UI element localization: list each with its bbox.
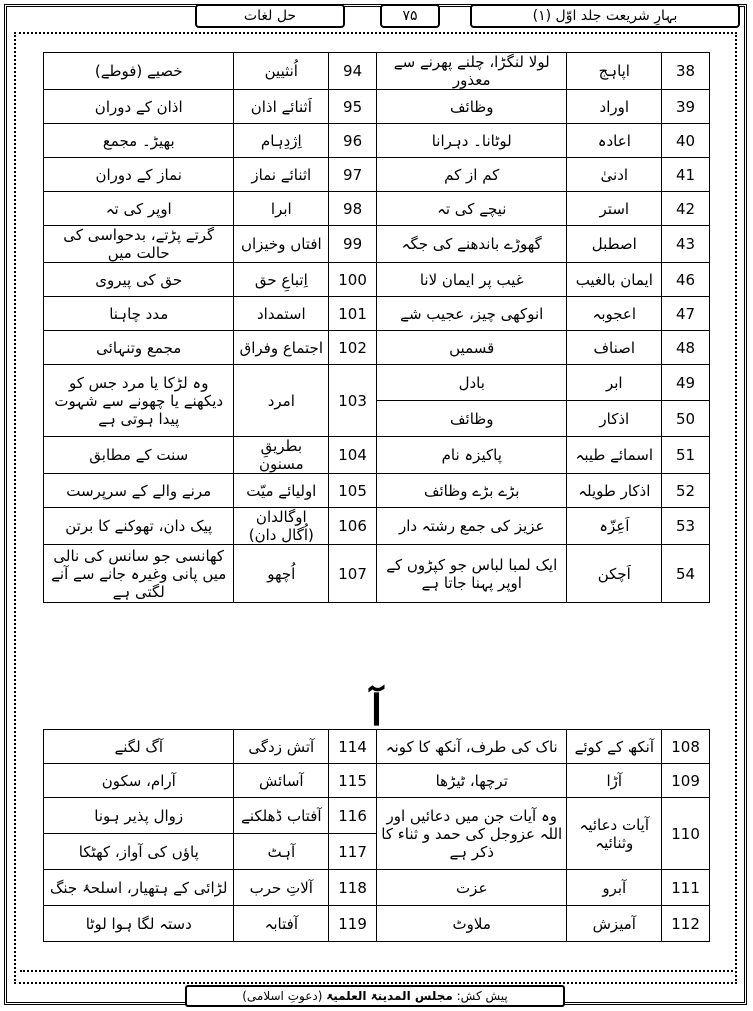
entry-number: 118 bbox=[329, 870, 377, 906]
page-number: ۷۵ bbox=[380, 4, 440, 28]
entry-word: ادنیٰ bbox=[567, 158, 662, 192]
entry-number: 38 bbox=[662, 53, 710, 90]
table-row bbox=[44, 263, 710, 297]
entry-meaning: پاؤں کی آواز، کھٹکا bbox=[44, 834, 234, 870]
entry-word: اثنائے نماز bbox=[234, 158, 329, 192]
table-row bbox=[44, 437, 710, 474]
entry-meaning: دستہ لگا ہوا لوٹا bbox=[44, 906, 234, 942]
entry-meaning: بھیڑ۔ مجمع bbox=[44, 124, 234, 158]
entry-meaning: ملاوٹ bbox=[377, 906, 567, 942]
table-row bbox=[44, 158, 710, 192]
entry-number: 40 bbox=[662, 124, 710, 158]
entry-word: اَثنائے اذان bbox=[234, 90, 329, 124]
entry-number: 39 bbox=[662, 90, 710, 124]
table-row bbox=[44, 730, 710, 764]
entry-meaning: گرتے پڑتے، بدحواسی کی حالت میں bbox=[44, 226, 234, 263]
entry-number: 46 bbox=[662, 263, 710, 297]
table-row bbox=[44, 124, 710, 158]
table-row bbox=[44, 798, 710, 834]
entry-word: ابر bbox=[567, 365, 662, 401]
entry-meaning: آرام، سکون bbox=[44, 764, 234, 798]
entry-meaning: سنت کے مطابق bbox=[44, 437, 234, 474]
entry-word: استمداد bbox=[234, 297, 329, 331]
entry-number: 99 bbox=[329, 226, 377, 263]
entry-word: استر bbox=[567, 192, 662, 226]
entry-word: اسمائے طیبہ bbox=[567, 437, 662, 474]
publisher-footer bbox=[185, 985, 565, 1007]
entry-word: اَچکن bbox=[567, 545, 662, 603]
entry-meaning: قسمیں bbox=[377, 331, 567, 365]
entry-word: آڑا bbox=[567, 764, 662, 798]
entry-meaning: مرنے والے کے سرپرست bbox=[44, 474, 234, 508]
entry-word: آہٹ bbox=[234, 834, 329, 870]
entry-word: اوگالدان (اُگال دان) bbox=[234, 508, 329, 545]
entry-number: 104 bbox=[329, 437, 377, 474]
entry-meaning: ترچھا، ٹیڑھا bbox=[377, 764, 567, 798]
table-row bbox=[44, 53, 710, 90]
entry-meaning: اذان کے دوران bbox=[44, 90, 234, 124]
entry-word: افتاں وخیزاں bbox=[234, 226, 329, 263]
book-title: بہارِ شریعت جلد اوّل (۱) bbox=[470, 4, 740, 28]
footer-org: مجلس المدینۃ العلمیۃ bbox=[326, 989, 453, 1003]
entry-meaning: پاکیزہ نام bbox=[377, 437, 567, 474]
entry-number: 49 bbox=[662, 365, 710, 401]
entry-word: اِژدِہام bbox=[234, 124, 329, 158]
glossary-table-alif bbox=[43, 52, 710, 603]
entry-number: 115 bbox=[329, 764, 377, 798]
entry-number: 116 bbox=[329, 798, 377, 834]
entry-meaning: کھانسی جو سانس کی نالی میں پانی وغیرہ جانے سے آنے لگتی ہے bbox=[44, 545, 234, 603]
footer-divider bbox=[20, 970, 733, 972]
entry-number: 101 bbox=[329, 297, 377, 331]
entry-word: آبرو bbox=[567, 870, 662, 906]
entry-word: آیات دعائیہ وثنائیہ bbox=[567, 798, 662, 870]
table-row bbox=[44, 508, 710, 545]
entry-meaning: اوپر کی تہ bbox=[44, 192, 234, 226]
entry-meaning: گھوڑے باندھنے کی جگہ bbox=[377, 226, 567, 263]
entry-meaning: پیک دان، تھوکنے کا برتن bbox=[44, 508, 234, 545]
entry-word: آمیزش bbox=[567, 906, 662, 942]
entry-number: 50 bbox=[662, 401, 710, 437]
entry-meaning: عزیز کی جمع رشتہ دار bbox=[377, 508, 567, 545]
entry-meaning: حق کی پیروی bbox=[44, 263, 234, 297]
entry-meaning: غیب پر ایمان لانا bbox=[377, 263, 567, 297]
table-row bbox=[44, 297, 710, 331]
entry-word: آنکھ کے کوئے bbox=[567, 730, 662, 764]
entry-number: 114 bbox=[329, 730, 377, 764]
entry-word: اِتباعِ حق bbox=[234, 263, 329, 297]
entry-number: 103 bbox=[329, 365, 377, 437]
entry-number: 97 bbox=[329, 158, 377, 192]
entry-meaning: کم از کم bbox=[377, 158, 567, 192]
entry-number: 96 bbox=[329, 124, 377, 158]
entry-word: ابرا bbox=[234, 192, 329, 226]
entry-number: 43 bbox=[662, 226, 710, 263]
entry-word: اصناف bbox=[567, 331, 662, 365]
entry-number: 102 bbox=[329, 331, 377, 365]
entry-meaning: ناک کی طرف، آنکھ کا کونہ bbox=[377, 730, 567, 764]
entry-word: ایمان بالغیب bbox=[567, 263, 662, 297]
entry-meaning: عزت bbox=[377, 870, 567, 906]
entry-word: آلاتِ حرب bbox=[234, 870, 329, 906]
entry-meaning: وظائف bbox=[377, 90, 567, 124]
entry-number: 51 bbox=[662, 437, 710, 474]
entry-meaning: نماز کے دوران bbox=[44, 158, 234, 192]
entry-word: اُنثیین bbox=[234, 53, 329, 90]
section-title: حل لغات bbox=[195, 4, 345, 28]
entry-word: اذکار bbox=[567, 401, 662, 437]
entry-number: 42 bbox=[662, 192, 710, 226]
section-letter: آ bbox=[370, 686, 383, 735]
entry-number: 108 bbox=[662, 730, 710, 764]
entry-number: 95 bbox=[329, 90, 377, 124]
entry-number: 54 bbox=[662, 545, 710, 603]
entry-number: 98 bbox=[329, 192, 377, 226]
entry-meaning: مجمع وتنہائی bbox=[44, 331, 234, 365]
entry-number: 48 bbox=[662, 331, 710, 365]
entry-word: اولیائے میّت bbox=[234, 474, 329, 508]
entry-word: اعادہ bbox=[567, 124, 662, 158]
entry-word: اَعِزّہ bbox=[567, 508, 662, 545]
table-row bbox=[44, 764, 710, 798]
entry-word: آتش زدگی bbox=[234, 730, 329, 764]
entry-meaning: زوال پذیر ہونا bbox=[44, 798, 234, 834]
entry-meaning: بادل bbox=[377, 365, 567, 401]
entry-number: 52 bbox=[662, 474, 710, 508]
entry-meaning: انوکھی چیز، عجیب شے bbox=[377, 297, 567, 331]
entry-number: 109 bbox=[662, 764, 710, 798]
entry-word: بطریقِ مسنون bbox=[234, 437, 329, 474]
entry-meaning: خصیے (فوطے) bbox=[44, 53, 234, 90]
entry-meaning: وہ لڑکا یا مرد جس کو دیکھنے یا چھونے سے شہوت پیدا ہوتی ہے bbox=[44, 365, 234, 437]
entry-number: 117 bbox=[329, 834, 377, 870]
entry-meaning: ایک لمبا لباس جو کپڑوں کے اوپر پہنا جاتا ہے bbox=[377, 545, 567, 603]
entry-word: آفتاب ڈھلکنے bbox=[234, 798, 329, 834]
footer-sub: (دعوتِ اسلامی) bbox=[242, 989, 323, 1003]
table-row bbox=[44, 90, 710, 124]
entry-number: 100 bbox=[329, 263, 377, 297]
entry-word: اوراد bbox=[567, 90, 662, 124]
entry-word: اصطبل bbox=[567, 226, 662, 263]
table-row bbox=[44, 226, 710, 263]
entry-number: 94 bbox=[329, 53, 377, 90]
entry-word: اذکار طویلہ bbox=[567, 474, 662, 508]
entry-number: 47 bbox=[662, 297, 710, 331]
entry-number: 111 bbox=[662, 870, 710, 906]
entry-meaning: نیچے کی تہ bbox=[377, 192, 567, 226]
entry-meaning: بڑے بڑے وظائف bbox=[377, 474, 567, 508]
entry-word: اجتماع وفراق bbox=[234, 331, 329, 365]
table-row bbox=[44, 870, 710, 906]
entry-meaning: مدد چاہنا bbox=[44, 297, 234, 331]
table-row bbox=[44, 192, 710, 226]
entry-meaning: لوٹانا۔ دہرانا bbox=[377, 124, 567, 158]
entry-meaning: لولا لنگڑا، چلنے پھرنے سے معذور bbox=[377, 53, 567, 90]
entry-number: 112 bbox=[662, 906, 710, 942]
entry-number: 105 bbox=[329, 474, 377, 508]
entry-word: اعجوبہ bbox=[567, 297, 662, 331]
entry-meaning: لڑائی کے ہتھیار، اسلحۂ جنگ bbox=[44, 870, 234, 906]
footer-label: پیش کش: bbox=[456, 989, 508, 1003]
entry-number: 41 bbox=[662, 158, 710, 192]
entry-word: اپاہج bbox=[567, 53, 662, 90]
entry-number: 106 bbox=[329, 508, 377, 545]
entry-number: 110 bbox=[662, 798, 710, 870]
entry-number: 107 bbox=[329, 545, 377, 603]
entry-number: 53 bbox=[662, 508, 710, 545]
glossary-table-alif-madd bbox=[43, 729, 710, 942]
entry-meaning: وہ آیات جن میں دعائیں اور اللہ عزوجل کی حمد و ثناء کا ذکر ہے bbox=[377, 798, 567, 870]
entry-word: آسائش bbox=[234, 764, 329, 798]
table-row bbox=[44, 545, 710, 603]
table-row bbox=[44, 365, 710, 401]
entry-word: اُچھو bbox=[234, 545, 329, 603]
entry-meaning: وظائف bbox=[377, 401, 567, 437]
page-header bbox=[100, 4, 740, 30]
entry-word: امرد bbox=[234, 365, 329, 437]
entry-number: 119 bbox=[329, 906, 377, 942]
entry-word: آفتابہ bbox=[234, 906, 329, 942]
table-row bbox=[44, 474, 710, 508]
table-row bbox=[44, 331, 710, 365]
entry-meaning: آگ لگنے bbox=[44, 730, 234, 764]
table-row bbox=[44, 906, 710, 942]
